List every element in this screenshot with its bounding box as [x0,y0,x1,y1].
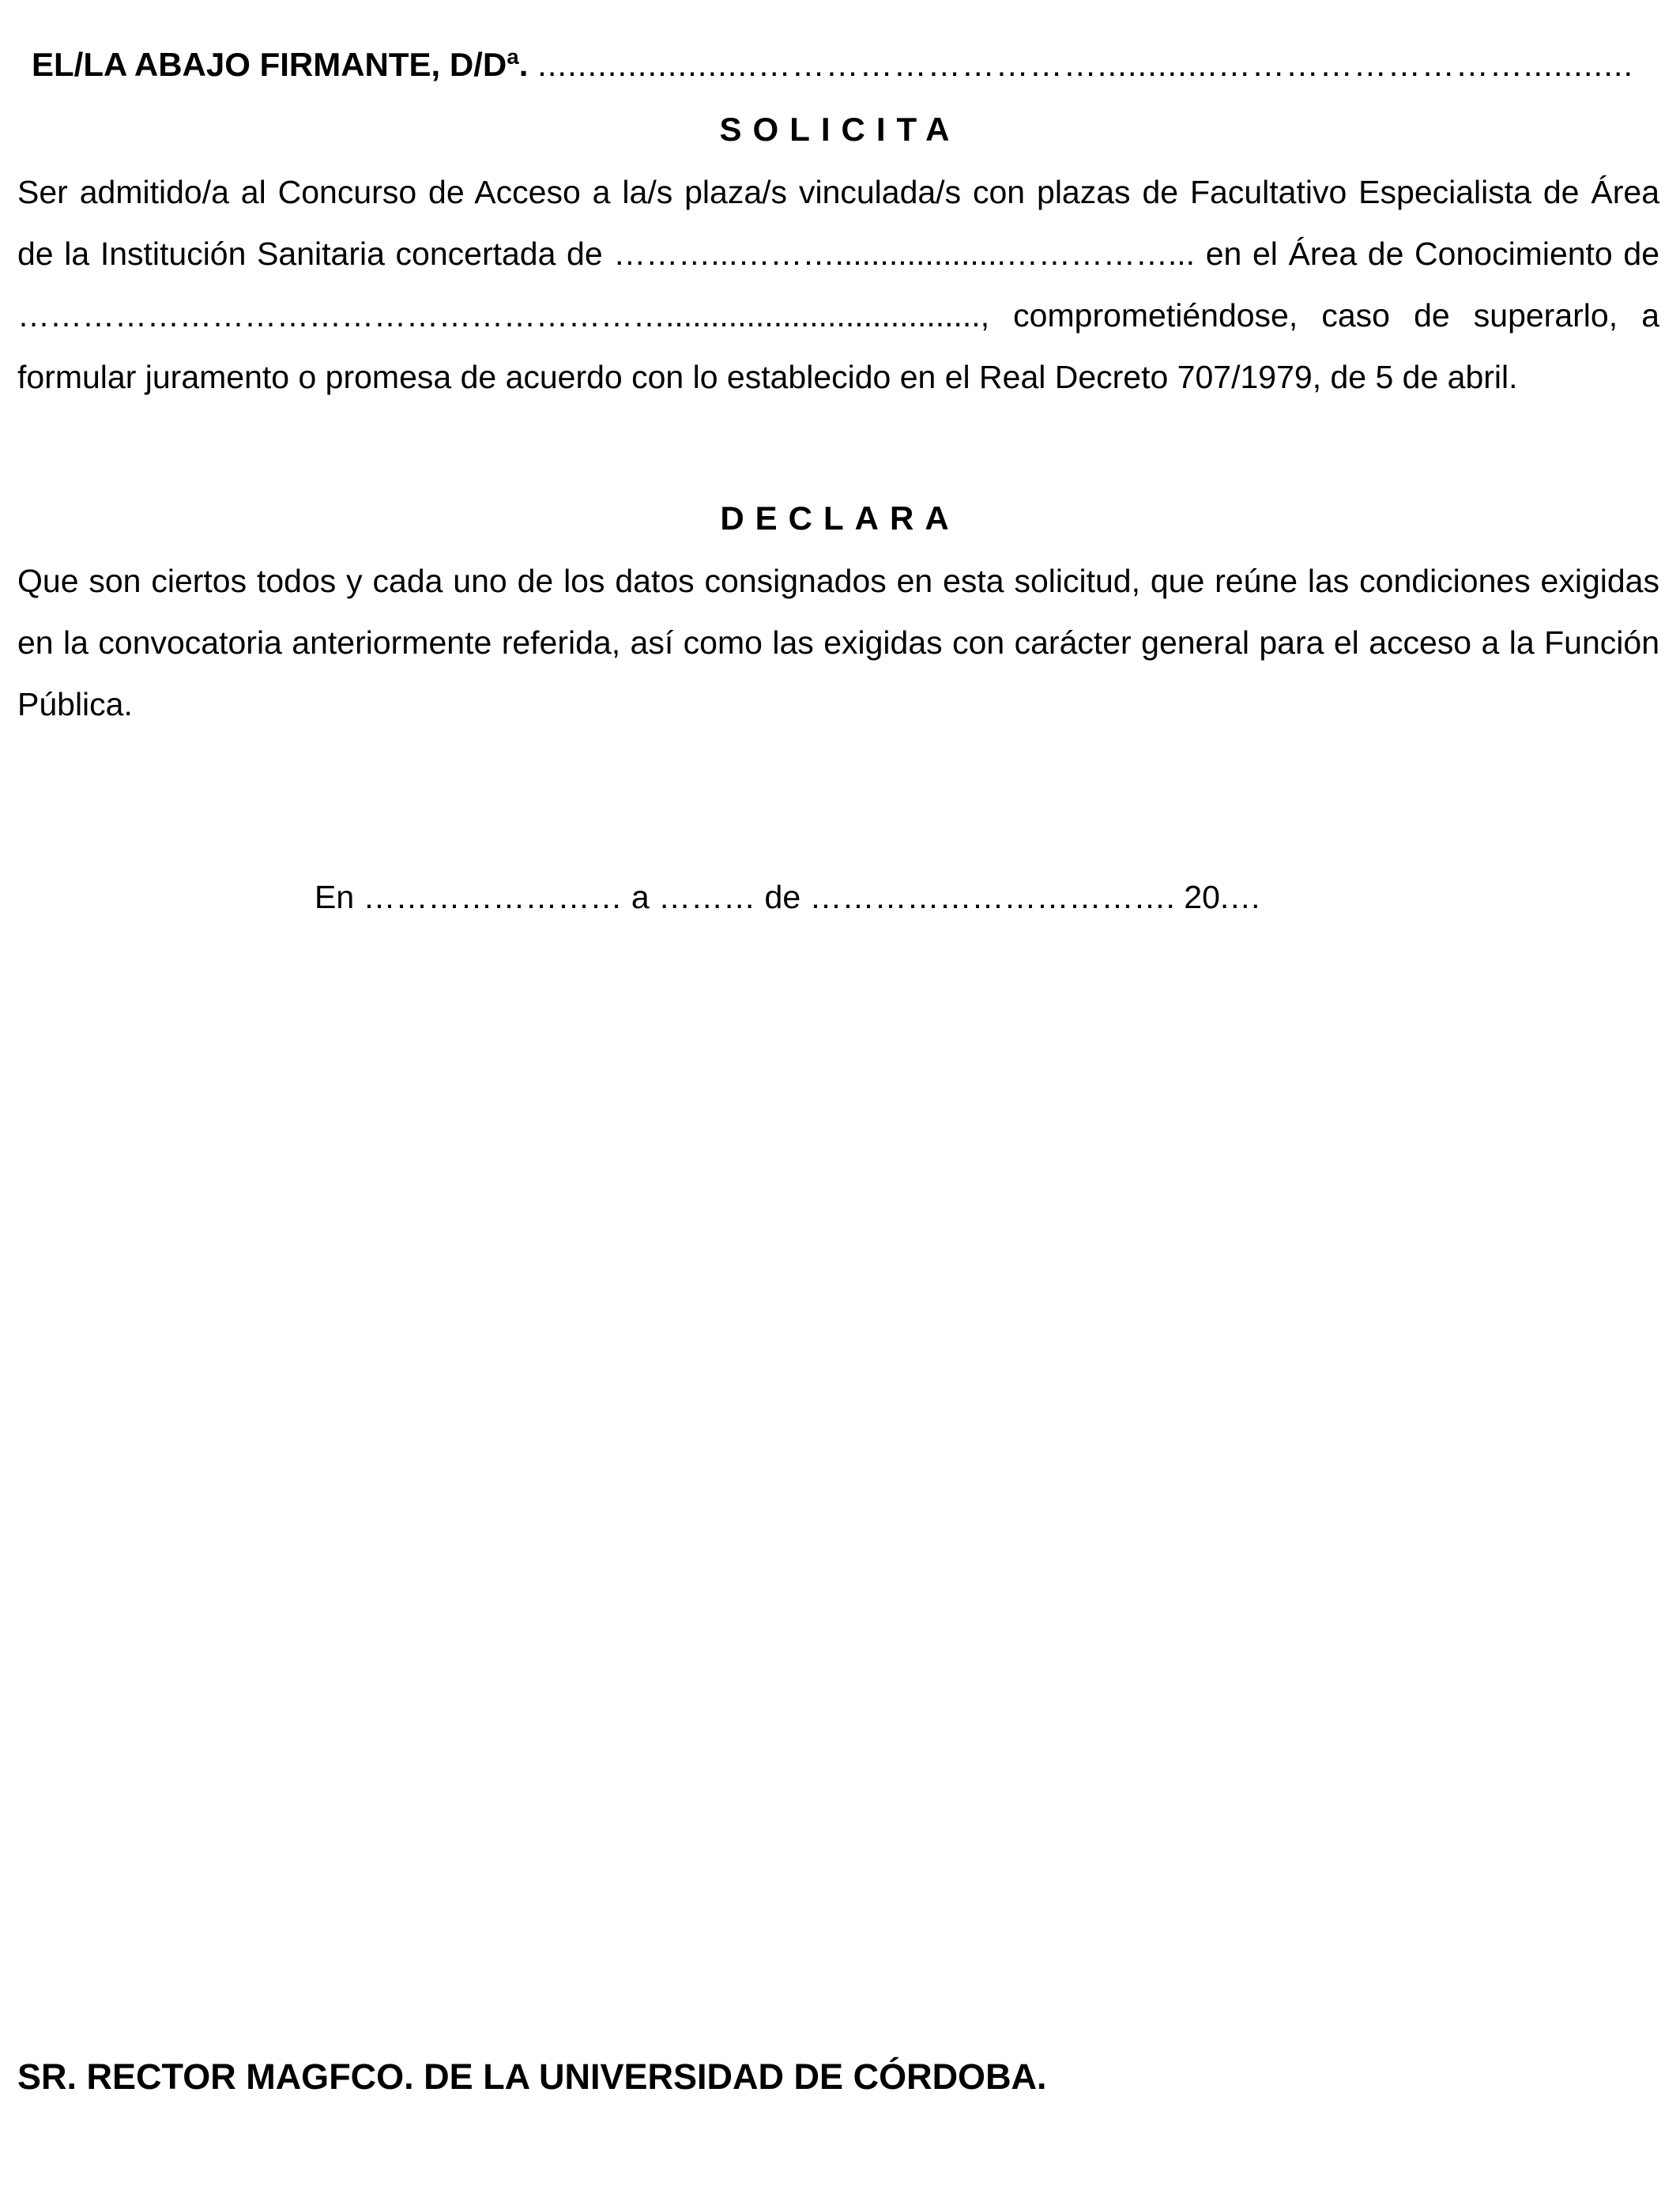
declara-paragraph: Que son ciertos todos y cada uno de los datos consignados en esta solicitud, que reúne las condiciones exigidas en la convocatoria anteriormente referida, así como las exigidas con carácter general para el acceso a la Función Pública. [17,563,1659,722]
solicita-paragraph: Ser admitido/a al Concurso de Acceso a la/s plaza/s vinculada/s con plazas de Facultativo Especialista de Área de la Institución Sanitaria concertada de ………...………...................……………... en el Área de Conocimiento de ……………………………………………………..................................., comprometiéndose, caso de superarlo, a formular juramento o promesa de acuerdo con lo establecido en el Real Decreto 707/1979, de 5 de abril. [17,174,1659,395]
place-date-line: En …………………… a ……… de ……………………………. 20.… [315,879,1262,915]
addressee-line: SR. RECTOR MAGFCO. DE LA UNIVERSIDAD DE CÓRDOBA. [17,2056,1047,2097]
signatory-line [32,46,1644,84]
signatory-name-blank: ......................…………………………............………………………........... [537,46,1634,83]
declara-heading: DECLARA [720,499,960,537]
signatory-label: EL/LA ABAJO FIRMANTE, D/Dª. [32,46,529,83]
solicita-heading: SOLICITA [719,111,961,148]
